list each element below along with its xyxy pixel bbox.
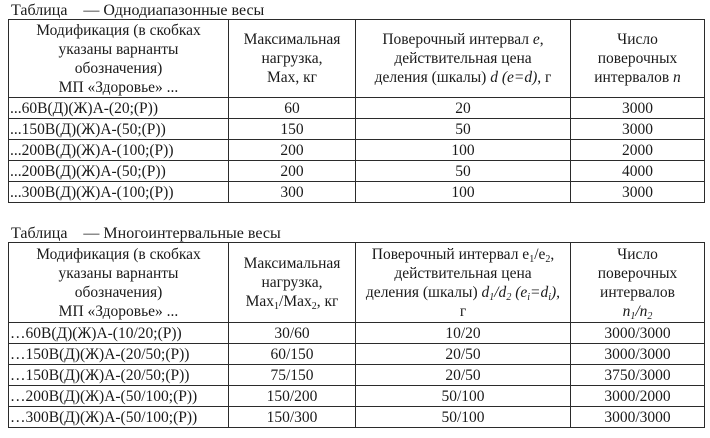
header-text-part: d <box>481 283 490 301</box>
cell-max-load: 60/150 <box>229 344 356 365</box>
header-text-part: ), <box>551 283 561 301</box>
header-text <box>229 292 355 311</box>
header-text: Максимальная <box>243 255 341 272</box>
cell-modification: ...200В(Д)(Ж)А-(100;(Р)) <box>9 140 229 161</box>
subscript: 2 <box>647 310 653 322</box>
cell-modification: …300В(Д)(Ж)А-(50/100;(Р)) <box>9 407 229 428</box>
header-text: Максимальная <box>243 31 341 48</box>
cell-count: 3750/3000 <box>571 365 705 386</box>
cell-interval: 50 <box>356 161 571 182</box>
header-text: нагрузка, <box>261 274 323 291</box>
header-text-part: =d <box>530 283 549 301</box>
header-text-part: , <box>550 245 555 263</box>
header-text-part: e <box>532 31 540 48</box>
header-text-part: /d <box>494 283 507 301</box>
table-row <box>9 344 705 365</box>
cell-modification: ...60В(Д)(Ж)А-(20;(Р)) <box>9 98 229 119</box>
header-text-part: , кг <box>316 293 339 310</box>
header-interval-count <box>571 20 705 98</box>
header-verification-interval <box>356 243 571 323</box>
cell-max-load: 200 <box>229 161 356 182</box>
multi-interval-scales-table <box>8 242 705 428</box>
header-text: поверочных <box>597 50 678 67</box>
cell-interval: 20 <box>356 98 571 119</box>
header-text: действительная цена <box>394 50 532 67</box>
cell-interval: 20/50 <box>356 365 571 386</box>
cell-interval: 20/50 <box>356 344 571 365</box>
header-modification <box>9 243 229 323</box>
cell-max-load: 200 <box>229 140 356 161</box>
header-text-part: d (e=d) <box>490 69 538 86</box>
header-text: действительная цена <box>394 264 532 282</box>
header-text: Max, кг <box>266 69 318 86</box>
single-range-scales-table <box>8 19 705 203</box>
table-row <box>9 98 705 119</box>
table-row <box>9 140 705 161</box>
header-text: МП «Здоровье» ... <box>58 78 179 96</box>
cell-modification: …150В(Д)(Ж)А-(20/50;(Р)) <box>9 365 229 386</box>
table2-header-row <box>9 243 705 323</box>
cell-modification: …60В(Д)(Ж)А-(10/20;(Р)) <box>9 323 229 344</box>
table-row <box>9 365 705 386</box>
header-text-part: , г <box>537 69 552 86</box>
header-text-part: интервалов <box>594 69 674 86</box>
table-row <box>9 407 705 428</box>
cell-interval: 100 <box>356 182 571 203</box>
cell-count: 3000 <box>571 98 705 119</box>
header-text <box>356 245 570 264</box>
header-text-part: деления (шкалы) <box>365 283 482 301</box>
header-text: Число <box>617 31 658 48</box>
header-text <box>356 283 570 302</box>
cell-modification: ...200В(Д)(Ж)А-(50;(Р)) <box>9 161 229 182</box>
table1-caption: Таблица — Однодиапазонные весы <box>11 2 265 19</box>
header-text: г <box>459 302 467 320</box>
header-max-load <box>229 243 356 323</box>
header-text: нагрузка, <box>261 50 323 67</box>
cell-max-load: 75/150 <box>229 365 356 386</box>
table1-header-row <box>9 20 705 98</box>
table-row <box>9 182 705 203</box>
header-text <box>571 302 704 321</box>
cell-count: 3000 <box>571 182 705 203</box>
header-text <box>356 68 570 87</box>
cell-max-load: 60 <box>229 98 356 119</box>
cell-interval: 50/100 <box>356 407 571 428</box>
header-text: обозначения) <box>74 283 163 301</box>
cell-max-load: 300 <box>229 182 356 203</box>
header-text-part: n <box>673 69 681 86</box>
cell-modification: ...300В(Д)(Ж)А-(100;(Р)) <box>9 182 229 203</box>
header-max-load <box>229 20 356 98</box>
header-text: Модификация (в скобках <box>36 21 201 39</box>
header-verification-interval <box>356 20 571 98</box>
cell-count: 3000 <box>571 119 705 140</box>
cell-count: 2000 <box>571 140 705 161</box>
header-text: указаны варнанты <box>58 264 179 282</box>
table2-caption: Таблица — Многоинтервальные весы <box>11 225 281 242</box>
header-text-part: , <box>539 31 544 48</box>
cell-modification: …200В(Д)(Ж)А-(50/100;(Р)) <box>9 386 229 407</box>
header-modification <box>9 20 229 98</box>
cell-count: 3000/3000 <box>571 344 705 365</box>
cell-count: 3000/2000 <box>571 386 705 407</box>
table-row <box>9 386 705 407</box>
header-text-part: /e <box>534 245 546 263</box>
subscript: i <box>527 291 531 303</box>
cell-modification: ...150В(Д)(Ж)А-(50;(Р)) <box>9 119 229 140</box>
header-text-part: n <box>622 302 631 320</box>
header-text-part: Поверочный интервал e <box>371 245 530 263</box>
cell-count: 4000 <box>571 161 705 182</box>
header-text: поверочных <box>597 264 678 282</box>
subscript: 2 <box>311 301 317 312</box>
table-row <box>9 323 705 344</box>
subscript: 2 <box>545 253 551 265</box>
header-text: Число <box>617 245 658 263</box>
header-text-part: деления (шкалы) <box>374 69 491 86</box>
cell-interval: 50/100 <box>356 386 571 407</box>
cell-interval: 10/20 <box>356 323 571 344</box>
header-interval-count <box>571 243 705 323</box>
cell-max-load: 150/200 <box>229 386 356 407</box>
subscript: 1 <box>274 301 280 312</box>
header-text <box>571 68 704 87</box>
cell-count: 3000/3000 <box>571 407 705 428</box>
header-text-part: Max <box>245 293 275 310</box>
header-text: обозначения) <box>74 59 163 77</box>
header-text: указаны варнанты <box>58 40 179 58</box>
cell-max-load: 150 <box>229 119 356 140</box>
subscript: 1 <box>529 253 535 265</box>
cell-interval: 50 <box>356 119 571 140</box>
header-text-part: /n <box>635 302 648 320</box>
subscript: 1 <box>630 310 636 322</box>
table-row <box>9 119 705 140</box>
cell-max-load: 150/300 <box>229 407 356 428</box>
cell-modification: …150В(Д)(Ж)А-(20/50;(Р)) <box>9 344 229 365</box>
header-text-part: Поверочный интервал <box>382 31 533 48</box>
header-text <box>356 30 570 49</box>
subscript: 2 <box>506 291 512 303</box>
cell-max-load: 30/60 <box>229 323 356 344</box>
header-text: МП «Здоровье» ... <box>58 302 179 320</box>
header-text: Модификация (в скобках <box>36 245 201 263</box>
header-text-part: /Max <box>279 293 312 310</box>
subscript: 1 <box>489 291 495 303</box>
cell-count: 3000/3000 <box>571 323 705 344</box>
subscript: i <box>548 291 552 303</box>
cell-interval: 100 <box>356 140 571 161</box>
header-text-part: (e <box>511 283 528 301</box>
table-row <box>9 161 705 182</box>
header-text: интервалов <box>600 283 675 301</box>
